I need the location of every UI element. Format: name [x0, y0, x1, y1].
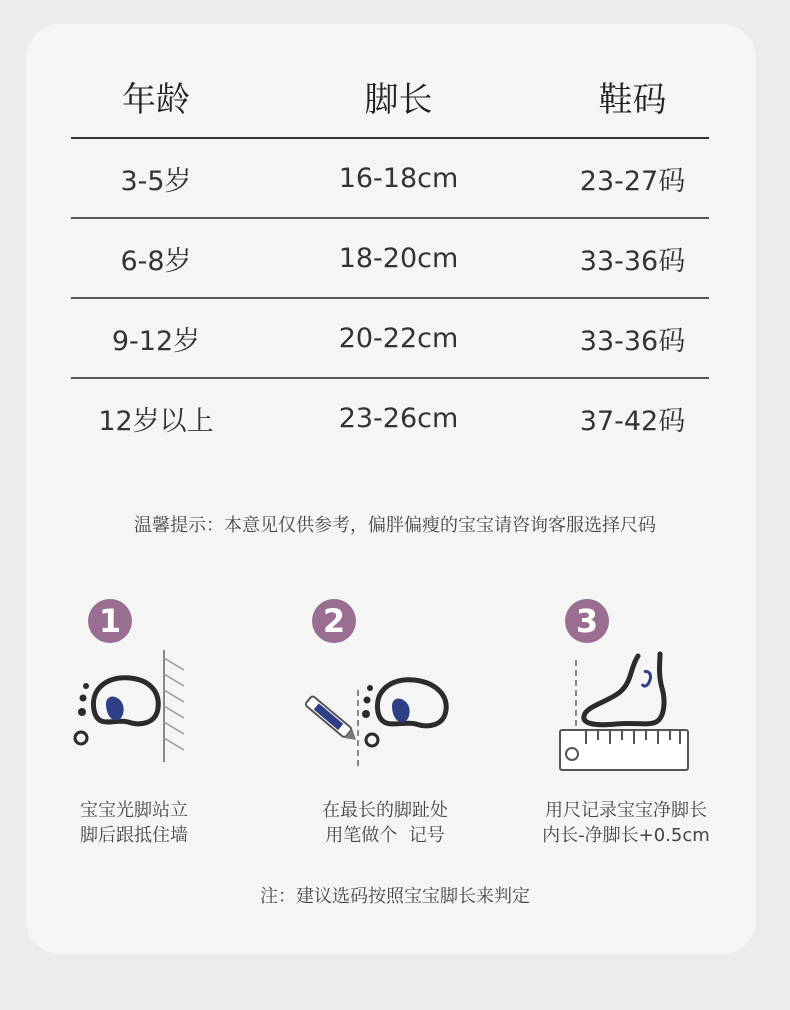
ruler-measure-foot-icon — [556, 648, 696, 774]
table-header-row — [71, 56, 709, 138]
table-row — [71, 378, 709, 457]
step-2-line-1: 在最长的脚趾处 — [322, 800, 448, 821]
cell-shoe-size: 37-42码 — [579, 405, 686, 437]
cell-age: 9-12岁 — [71, 298, 241, 378]
cell-age: 6-8岁 — [71, 218, 241, 298]
table-row — [71, 298, 709, 378]
cell-foot-length: 20-22cm — [241, 298, 556, 378]
cell-shoe-size: 33-36码 — [556, 298, 709, 378]
cell-shoe-size: 23-27码 — [556, 138, 709, 218]
table-row — [71, 138, 709, 218]
step-3-caption — [526, 798, 726, 848]
step-2-caption — [285, 798, 485, 848]
step-1-line-2: 脚后跟抵住墙 — [80, 825, 188, 846]
step-3-badge: 3 — [565, 599, 609, 643]
foot-against-wall-icon — [66, 644, 196, 770]
step-1-caption — [34, 798, 234, 848]
step-3-line-1: 用尺记录宝宝净脚长 — [545, 800, 707, 821]
cell-foot-length: 16-18cm — [241, 138, 556, 218]
cell-age: 12岁以上 — [98, 405, 214, 437]
size-table — [71, 56, 709, 457]
step-2-badge: 2 — [312, 599, 356, 643]
warm-tip-text: 温馨提示：本意见仅供参考，偏胖偏瘦的宝宝请咨询客服选择尺码 — [134, 515, 656, 536]
cell-foot-length: 23-26cm — [338, 402, 459, 434]
header-foot-length: 脚长 — [241, 56, 556, 138]
pen-mark-foot-icon — [298, 660, 458, 770]
cell-foot-length: 18-20cm — [241, 218, 556, 298]
header-age: 年龄 — [71, 56, 241, 138]
header-shoe-size: 鞋码 — [556, 56, 709, 138]
step-1-badge: 1 — [88, 599, 132, 643]
step-1-line-1: 宝宝光脚站立 — [80, 800, 188, 821]
selection-note: 注：建议选码按照宝宝脚长来判定 — [260, 886, 530, 907]
cell-shoe-size: 33-36码 — [556, 218, 709, 298]
step-2-line-2: 用笔做个 记号 — [325, 825, 445, 846]
step-3-line-2: 内长-净脚长+0.5cm — [542, 825, 710, 846]
table-row — [71, 218, 709, 298]
cell-age: 3-5岁 — [71, 138, 241, 218]
